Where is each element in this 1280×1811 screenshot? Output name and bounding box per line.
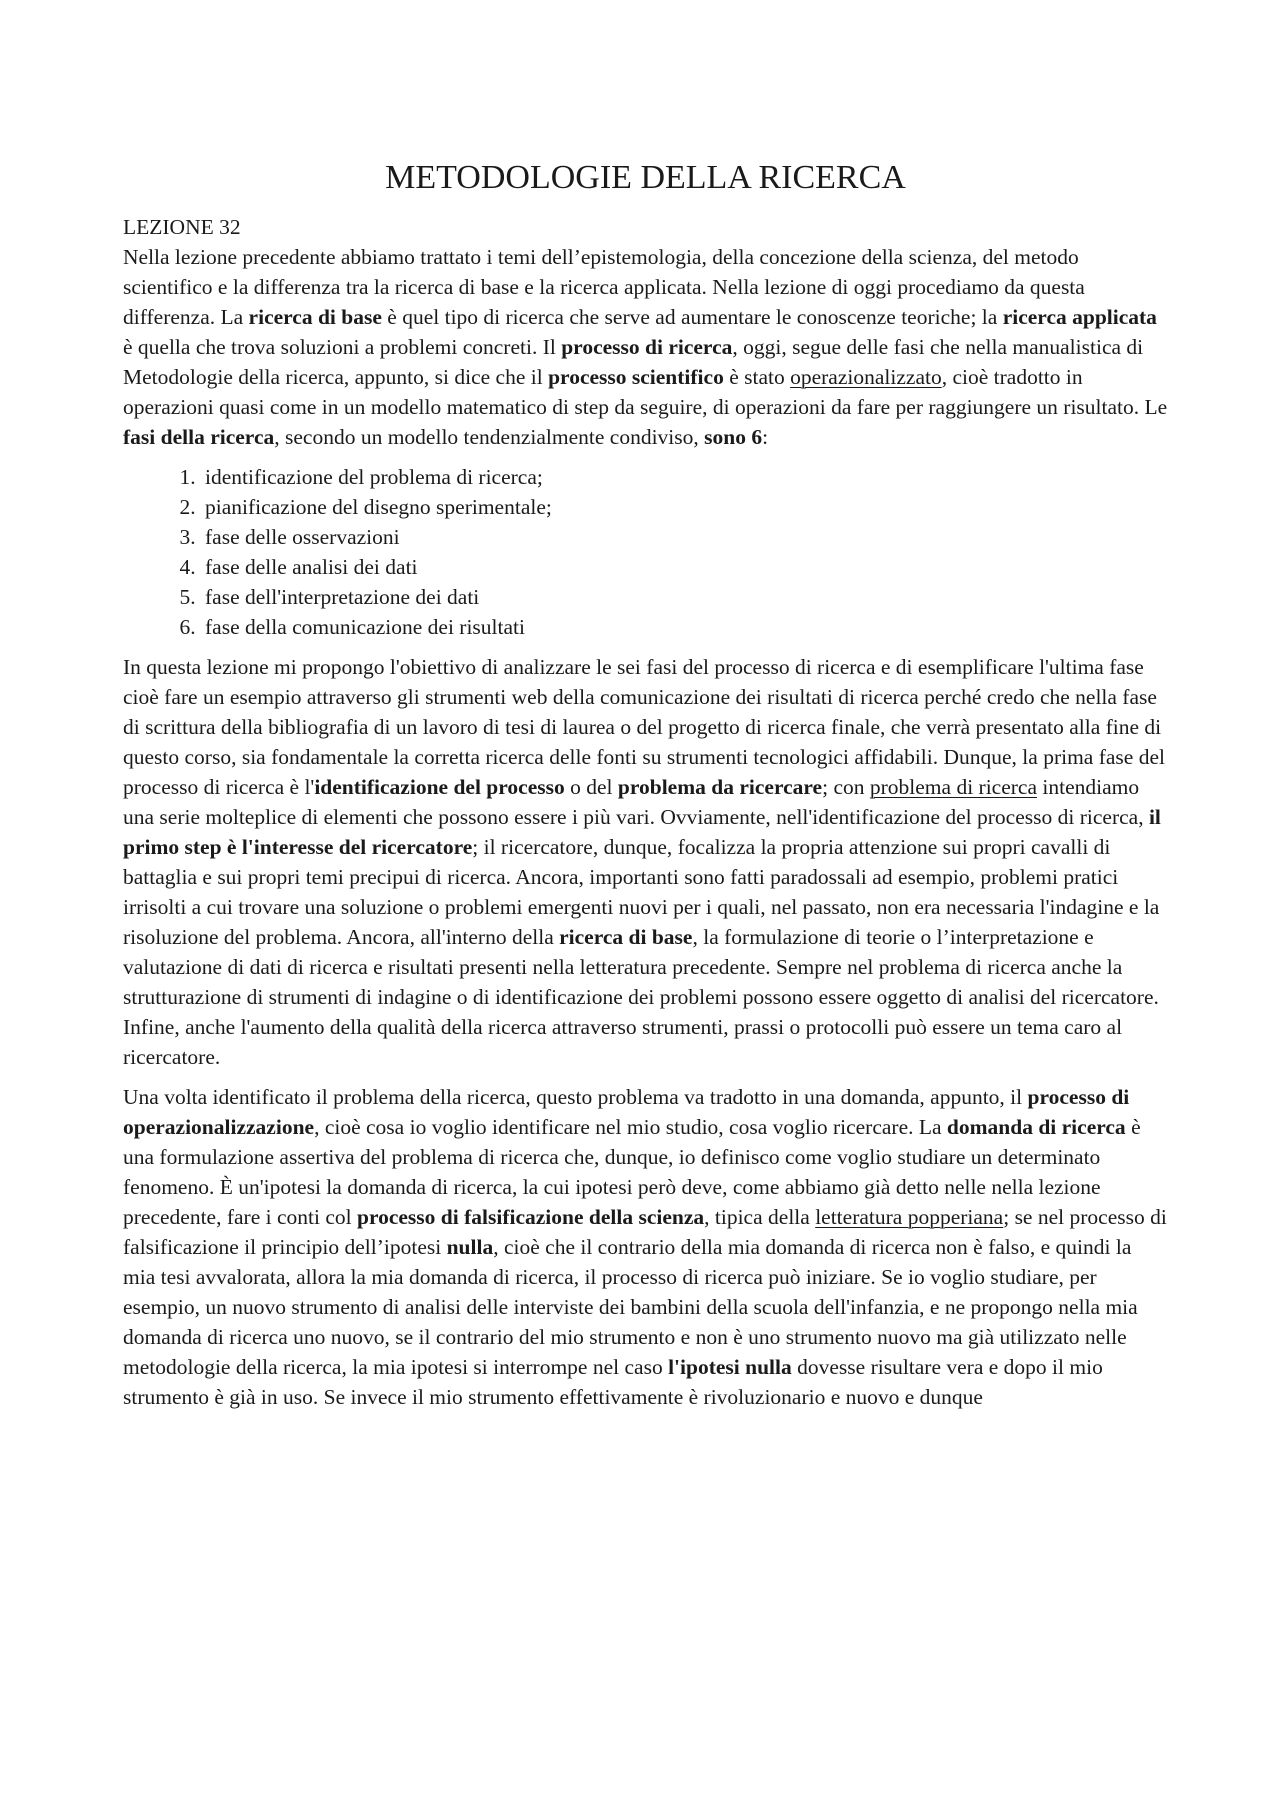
text-run: , cioè cosa io voglio identificare nel mio studio, cosa voglio ricercare. La xyxy=(314,1115,947,1139)
bold-term: l'ipotesi nulla xyxy=(668,1355,792,1379)
list-item: 1. identificazione del problema di ricerca; xyxy=(201,462,1168,492)
bold-term: sono 6 xyxy=(704,425,763,449)
text-run: ; se nel processo di falsificazione il principio dell’ipotesi xyxy=(123,1205,1167,1259)
list-item: 6. fase della comunicazione dei risultati xyxy=(201,612,1168,642)
text-run: dovesse risultare vera e dopo il mio strumento è già in uso. Se invece il mio strumento effettivamente è rivoluzionario e nuovo e dunque xyxy=(123,1355,1103,1409)
list-item: 4. fase delle analisi dei dati xyxy=(201,552,1168,582)
document-page xyxy=(123,150,1168,1422)
list-item: 3. fase delle osservazioni xyxy=(201,522,1168,552)
list-item: 2. pianificazione del disegno sperimentale; xyxy=(201,492,1168,522)
text-run: intendiamo una serie molteplice di elementi che possono essere i più vari. Ovviamente, nell'identificazione del processo di ricerca, xyxy=(123,775,1149,829)
text-run: Nella lezione precedente abbiamo trattato i temi dell’epistemologia, della concezione della scienza, del metodo scientifico e la differenza tra la ricerca di base e la ricerca applicata. Nella lezione di oggi procediamo da questa differenza. La xyxy=(123,245,1085,329)
bold-term: fasi della ricerca xyxy=(123,425,275,449)
lesson-label: LEZIONE 32 xyxy=(123,215,241,239)
phases-list xyxy=(123,462,1168,642)
text-run: è quella che trova soluzioni a problemi concreti. Il xyxy=(123,335,562,359)
paragraph-intro xyxy=(123,242,1168,452)
underlined-term: operazionalizzato xyxy=(790,365,942,389)
underlined-term: problema di ricerca xyxy=(869,775,1038,799)
text-run: In questa lezione mi propongo l'obiettivo di analizzare le sei fasi del processo di ricerca e di esemplificare l'ultima fase cioè fare un esempio attraverso gli strumenti web della comunicazione dei risultati di ricerca perché credo che nella fase di scrittura della bibliografia di un lavoro di tesi di laurea o del progetto di ricerca finale, che verrà presentato alla fine di questo corso, sia fondamentale la corretta ricerca delle fonti su strumenti tecnologici affidabili. Dunque, la prima fase del processo di ricerca è l' xyxy=(123,655,1165,799)
bold-term: processo scientifico xyxy=(548,365,724,389)
paragraph-research-question xyxy=(123,1082,1168,1412)
paragraph-first-phase xyxy=(123,652,1168,1072)
text-run: ; il ricercatore, dunque, focalizza la propria attenzione sui propri cavalli di battaglia e sui propri temi precipui di ricerca. Ancora, importanti sono fatti paradossali ad esempio, problemi pratici irrisolti a cui trovare una soluzione o problemi emergenti nuovi per i quali, nel passato, non era necessaria l'indagine e la risoluzione del problema. Ancora, all'interno della xyxy=(123,835,1160,949)
text-run: , secondo un modello tendenzialmente condiviso, xyxy=(274,425,705,449)
bold-term: processo di falsificazione della scienza xyxy=(356,1205,705,1229)
text-run: , la formulazione di teorie o l’interpretazione e valutazione di dati di ricerca e risultati presenti nella letteratura precedente. Sempre nel problema di ricerca anche la strutturazione di strumenti di indagine o di identificazione dei problemi possono essere oggetto di analisi del ricercatore. Infine, anche l'aumento della qualità della ricerca attraverso strumenti, prassi o protocolli può essere un tema caro al ricercatore. xyxy=(123,925,1159,1069)
bold-term: problema da ricercare xyxy=(617,775,823,799)
text-run: , cioè che il contrario della mia domanda di ricerca non è falso, e quindi la mia tesi avvalorata, allora la mia domanda di ricerca, il processo di ricerca può iniziare. Se io voglio studiare, per esempio, un nuovo strumento di analisi delle interviste dei bambini della scuola dell'infanzia, e ne propongo nella mia domanda di ricerca uno nuovo, se il contrario del mio strumento e non è uno strumento nuovo ma già utilizzato nelle metodologie della ricerca, la mia ipotesi si interrompe nel caso xyxy=(123,1235,1138,1379)
bold-term: ricerca di base xyxy=(248,305,382,329)
list-item: 5. fase dell'interpretazione dei dati xyxy=(201,582,1168,612)
bold-term: processo di ricerca xyxy=(561,335,733,359)
bold-term: processo di operazionalizzazione xyxy=(123,1085,1130,1139)
text-run: , tipica della xyxy=(704,1205,816,1229)
bold-term: nulla xyxy=(446,1235,494,1259)
bold-term: il primo step è l'interesse del ricercatore xyxy=(123,805,1161,859)
text-run: è una formulazione assertiva del problema di ricerca che, dunque, io definisco come voglio studiare un determinato fenomeno. È un'ipotesi la domanda di ricerca, la cui ipotesi però deve, come abbiamo già detto nelle nella lezione precedente, fare i conti col xyxy=(123,1115,1141,1229)
document-title: METODOLOGIE DELLA RICERCA xyxy=(385,159,906,196)
text-run: è quel tipo di ricerca che serve ad aumentare le conoscenze teoriche; la xyxy=(381,305,1003,329)
underlined-term: letteratura popperiana xyxy=(815,1205,1004,1229)
text-run: , cioè tradotto in operazioni quasi come in un modello matematico di step da seguire, di operazioni da fare per raggiungere un risultato. Le xyxy=(123,365,1168,419)
text-run: ; con xyxy=(822,775,870,799)
text-run: Una volta identificato il problema della ricerca, questo problema va tradotto in una domanda, appunto, il xyxy=(123,1085,1028,1109)
bold-term: ricerca applicata xyxy=(1002,305,1157,329)
text-run: , oggi, segue delle fasi che nella manualistica di Metodologie della ricerca, appunto, si dice che il xyxy=(123,335,1144,389)
bold-term: domanda di ricerca xyxy=(946,1115,1126,1139)
text-run: o del xyxy=(564,775,618,799)
bold-term: ricerca di base xyxy=(559,925,693,949)
bold-term: identificazione del processo xyxy=(314,775,565,799)
text-run: : xyxy=(762,425,769,449)
text-run: è stato xyxy=(723,365,791,389)
